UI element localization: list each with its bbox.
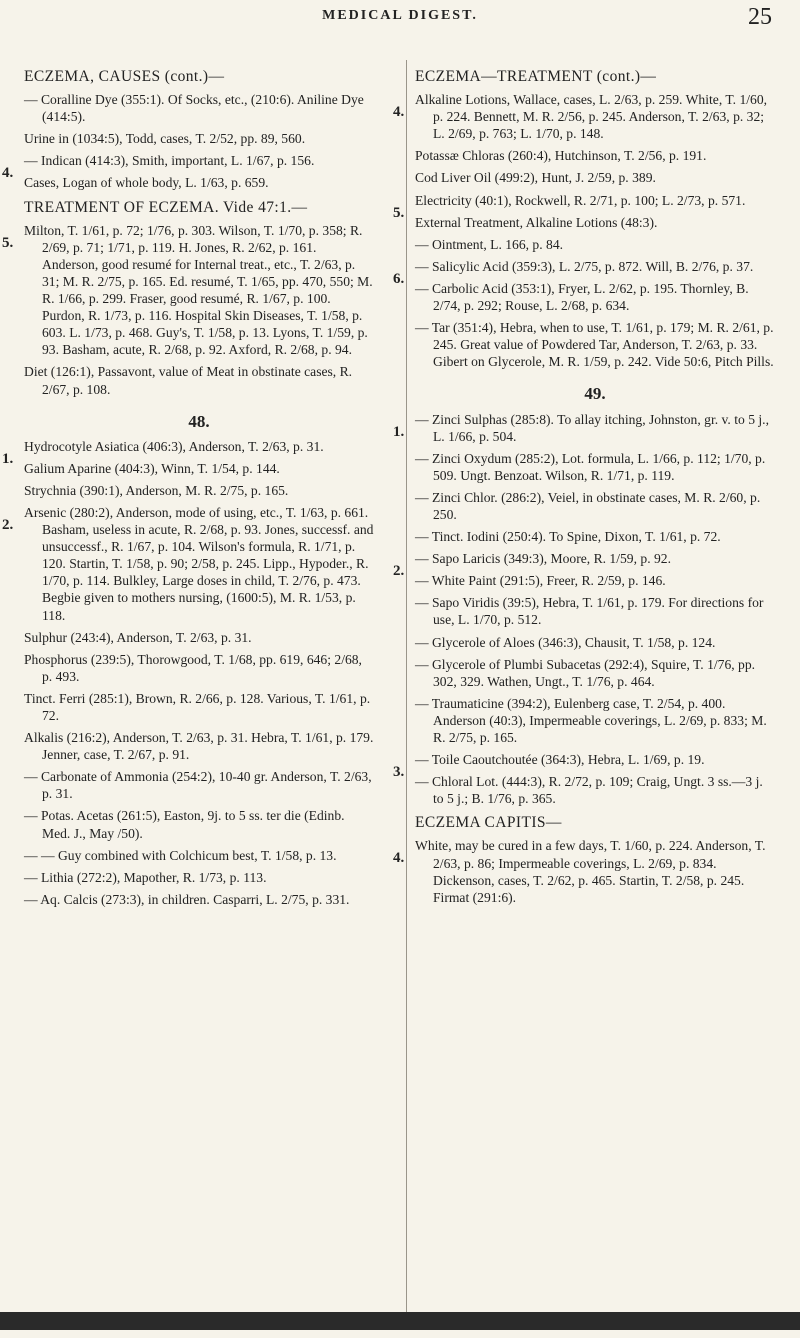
- entry-text: 49.: [584, 384, 606, 404]
- entry-text: — Ointment, L. 166, p. 84.: [415, 236, 564, 252]
- index-entry: [393, 837, 775, 905]
- index-entry: [393, 751, 775, 781]
- entry-text: — Salicylic Acid (359:3), L. 2/75, p. 872. Will, B. 2/76, p. 37.: [415, 258, 754, 274]
- margin-number: 2.: [2, 516, 14, 533]
- index-entry: [24, 729, 374, 763]
- entry-text: — Tinct. Iodini (250:4). To Spine, Dixon, T. 1/61, p. 72.: [415, 529, 721, 545]
- right-column: [393, 66, 775, 911]
- section-number: [415, 385, 775, 402]
- entry-text: — Glycerole of Plumbi Subacetas (292:4), Squire, T. 1/76, pp. 302, 329. Wathen, Ungt., T. 1/76, p. 464.: [415, 656, 756, 689]
- index-entry: [24, 869, 374, 886]
- margin-number: 4.: [2, 165, 14, 182]
- margin-number: 1.: [393, 423, 405, 440]
- entry-text: — Tar (351:4), Hebra, when to use, T. 1/61, p. 179; M. R. 2/61, p. 245. Great value of Powdered Tar, Anderson, T. 2/63, p. 33. Gibert on Glycerole, M. R. 1/59, p. 242. Vide 50:6, Pitch Pills.: [415, 320, 774, 370]
- entry-text: — Lithia (272:2), Mapother, R. 1/73, p. 113.: [24, 869, 267, 885]
- index-entry: [393, 192, 775, 221]
- entry-text: — Coralline Dye (355:1). Of Socks, etc., (210:6). Aniline Dye (414:5).: [24, 92, 364, 125]
- entry-text: Cod Liver Oil (499:2), Hunt, J. 2/59, p. 389.: [415, 170, 656, 186]
- entry-text: Phosphorus (239:5), Thorowgood, T. 1/68, pp. 619, 646; 2/68, p. 493.: [24, 651, 362, 684]
- entry-text: Milton, T. 1/61, p. 72; 1/76, p. 303. Wilson, T. 1/70, p. 358; R. 2/69, p. 71; 1/71, p. 119. H. Jones, R. 2/62, p. 161. Anderson, good resumé for Internal treat., etc., T. 2/63, p. 31; M. R. 2/75, p. 165. Ed. resumé, T. 1/65, pp. 470, 550; M. R. 1/66, p. 299. Fraser, good resumé, R. 1/67, p. 100. Purdon, R. 1/73, p. 116. Hospital Skin Diseases, T. 1/58, p. 603. L. 1/73, p. 468. Guy's, T. 1/58, p. 13. Lyons, T. 1/59, p. 93. Basham, acute, R. 2/68, p. 92. Axford, R. 2/68, p. 94.: [24, 222, 373, 358]
- index-entry: [415, 656, 775, 690]
- index-entry: [24, 482, 374, 499]
- index-entry: [24, 891, 374, 908]
- entry-text: — — Guy combined with Colchicum best, T. 1/58, p. 13.: [24, 847, 337, 863]
- margin-number: 4.: [393, 104, 405, 121]
- page-number: 25: [748, 4, 772, 30]
- margin-number: 6.: [393, 270, 405, 287]
- running-head: [0, 4, 800, 34]
- index-entry: [393, 91, 775, 142]
- index-entry: [415, 528, 775, 545]
- entry-text: ECZEMA CAPITIS—: [415, 814, 562, 832]
- index-entry: [24, 91, 374, 125]
- entry-text: — Carbolic Acid (353:1), Fryer, L. 2/62, p. 195. Thornley, B. 2/74, p. 292; Rouse, L. 2/68, p. 634.: [415, 280, 749, 314]
- entry-text: ECZEMA—TREATMENT (cont.)—: [415, 68, 657, 85]
- index-entry: [415, 280, 775, 314]
- index-entry: [2, 222, 374, 359]
- margin-number: 2.: [393, 563, 405, 580]
- entry-text: — Sapo Viridis (39:5), Hebra, T. 1/61, p. 179. For directions for use, L. 1/70, p. 512.: [415, 595, 764, 628]
- entry-text: Arsenic (280:2), Anderson, mode of using, etc., T. 1/63, p. 661. Basham, useless in acute, R. 2/68, p. 93. Jones, successf. and unsuccessf., R. 1/67, p. 104. Wilson's formula, R. 1/71, p. 120. Startin, T. 1/58, p. 90; 2/58, p. 245. Lipp., Hypoder., R. 1/70, p. 114. Bulkley, Large doses in child, T. 2/76, p. 473. Begbie given to mothers nursing, (1600:5), M. R. 1/53, p. 118.: [24, 504, 374, 623]
- entry-text: Cases, Logan of whole body, L. 1/63, p. 659.: [24, 175, 269, 191]
- bottom-scan-edge: [0, 1312, 800, 1330]
- index-entry: [415, 236, 775, 253]
- index-entry: [393, 550, 775, 580]
- index-entry: [24, 130, 374, 147]
- section-number: [24, 413, 374, 430]
- entry-text: Hydrocotyle Asiatica (406:3), Anderson, T. 2/63, p. 31.: [24, 438, 324, 454]
- index-entry: [415, 214, 775, 231]
- entry-text: 48.: [188, 411, 210, 431]
- index-entry: [415, 169, 775, 186]
- entry-text: Electricity (40:1), Rockwell, R. 2/71, p. 100; L. 2/73, p. 571.: [415, 192, 746, 208]
- entry-text: — Toile Caoutchoutée (364:3), Hebra, L. 1/69, p. 19.: [415, 752, 705, 768]
- entry-text: White, may be cured in a few days, T. 1/60, p. 224. Anderson, T. 2/63, p. 86; Impermeable coverings, L. 2/69, p. 834. Dickenson, cases, T. 2/62, p. 465. Startin, T. 2/58, p. 245. Firmat (291:6).: [415, 838, 766, 905]
- index-entry: [24, 651, 374, 685]
- entry-text: — Carbonate of Ammonia (254:2), 10-40 gr. Anderson, T. 2/63, p. 31.: [24, 769, 372, 802]
- index-entry: [415, 594, 775, 628]
- entry-text: Galium Aparine (404:3), Winn, T. 1/54, p. 144.: [24, 460, 280, 476]
- entry-text: — Zinci Chlor. (286:2), Veiel, in obstinate cases, M. R. 2/60, p. 250.: [415, 489, 761, 522]
- index-entry: [2, 152, 374, 182]
- margin-number: 5.: [2, 234, 14, 251]
- entry-text: — Potas. Acetas (261:5), Easton, 9j. to 5 ss. ter die (Edinb. Med. J., May /50).: [24, 808, 345, 841]
- entry-text: Diet (126:1), Passavont, value of Meat in obstinate cases, R. 2/67, p. 108.: [24, 364, 353, 397]
- index-entry: [24, 807, 374, 841]
- margin-number: 5.: [393, 204, 405, 221]
- entry-text: Sulphur (243:4), Anderson, T. 2/63, p. 31.: [24, 629, 252, 645]
- section-heading: [24, 199, 374, 216]
- entry-text: ECZEMA, CAUSES (cont.)—: [24, 68, 225, 85]
- entry-text: — White Paint (291:5), Freer, R. 2/59, p. 146.: [415, 573, 666, 589]
- margin-number: 3.: [393, 764, 405, 781]
- entry-text: Urine in (1034:5), Todd, cases, T. 2/52, pp. 89, 560.: [24, 131, 306, 147]
- entry-text: — Zinci Oxydum (285:2), Lot. formula, L. 1/66, p. 112; 1/70, p. 509. Ungt. Benzoat. Wilson, R. 1/71, p. 119.: [415, 450, 766, 483]
- column-divider: [406, 60, 407, 1320]
- entry-text: — Zinci Sulphas (285:8). To allay itching, Johnston, gr. v. to 5 j., L. 1/66, p. 504.: [415, 411, 769, 444]
- index-entry: [415, 773, 775, 807]
- index-entry: [24, 629, 374, 646]
- entry-text: — Sapo Laricis (349:3), Moore, R. 1/59, p. 92.: [415, 551, 671, 567]
- index-entry: [24, 174, 374, 191]
- entry-text: — Aq. Calcis (273:3), in children. Casparri, L. 2/75, p. 331.: [24, 891, 350, 907]
- entry-text: Alkalis (216:2), Anderson, T. 2/63, p. 31. Hebra, T. 1/61, p. 179. Jenner, case, T. 2/67, p. 91.: [24, 730, 374, 763]
- section-heading: [415, 814, 775, 831]
- entry-text: — Indican (414:3), Smith, important, L. 1/67, p. 156.: [24, 153, 315, 169]
- index-entry: [24, 768, 374, 802]
- index-entry: [415, 489, 775, 523]
- index-entry: [415, 695, 775, 746]
- section-heading: [415, 68, 775, 85]
- index-entry: [24, 460, 374, 477]
- left-column: [2, 66, 374, 913]
- page-title: MEDICAL DIGEST.: [322, 8, 478, 23]
- index-entry: [415, 319, 775, 370]
- section-heading: [24, 68, 374, 85]
- index-entry: [24, 847, 374, 864]
- index-entry: [415, 450, 775, 484]
- index-entry: [24, 363, 374, 397]
- index-entry: [415, 634, 775, 651]
- entry-text: — Glycerole of Aloes (346:3), Chausit, T. 1/58, p. 124.: [415, 634, 716, 650]
- margin-number: 1.: [2, 450, 14, 467]
- entry-text: External Treatment, Alkaline Lotions (48:3).: [415, 214, 658, 230]
- index-entry: [2, 504, 374, 624]
- entry-text: Alkaline Lotions, Wallace, cases, L. 2/63, p. 259. White, T. 1/60, p. 224. Bennett, M. R. 2/56, p. 245. Anderson, T. 2/63, p. 32; L. 2/69, p. 763; L. 1/70, p. 148.: [415, 92, 768, 142]
- index-entry: [415, 147, 775, 164]
- entry-text: Strychnia (390:1), Anderson, M. R. 2/75, p. 165.: [24, 482, 289, 498]
- entry-text: Potassæ Chloras (260:4), Hutchinson, T. 2/56, p. 191.: [415, 148, 707, 164]
- entry-text: — Traumaticine (394:2), Eulenberg case, T. 2/54, p. 400. Anderson (40:3), Impermeable coverings, L. 2/69, p. 833; M. R. 2/75, p. 165.: [415, 695, 767, 745]
- entry-text: Tinct. Ferri (285:1), Brown, R. 2/66, p. 128. Various, T. 1/61, p. 72.: [24, 690, 371, 723]
- entry-text: TREATMENT OF ECZEMA. Vide 47:1.—: [24, 198, 308, 216]
- index-entry: [415, 572, 775, 589]
- margin-number: 4.: [393, 850, 405, 867]
- index-entry: [393, 411, 775, 445]
- index-entry: [24, 690, 374, 724]
- entry-text: — Chloral Lot. (444:3), R. 2/72, p. 109; Craig, Ungt. 3 ss.—3 j. to 5 j.; B. 1/76, p. 365.: [415, 774, 763, 807]
- index-entry: [393, 258, 775, 287]
- index-entry: [2, 438, 374, 467]
